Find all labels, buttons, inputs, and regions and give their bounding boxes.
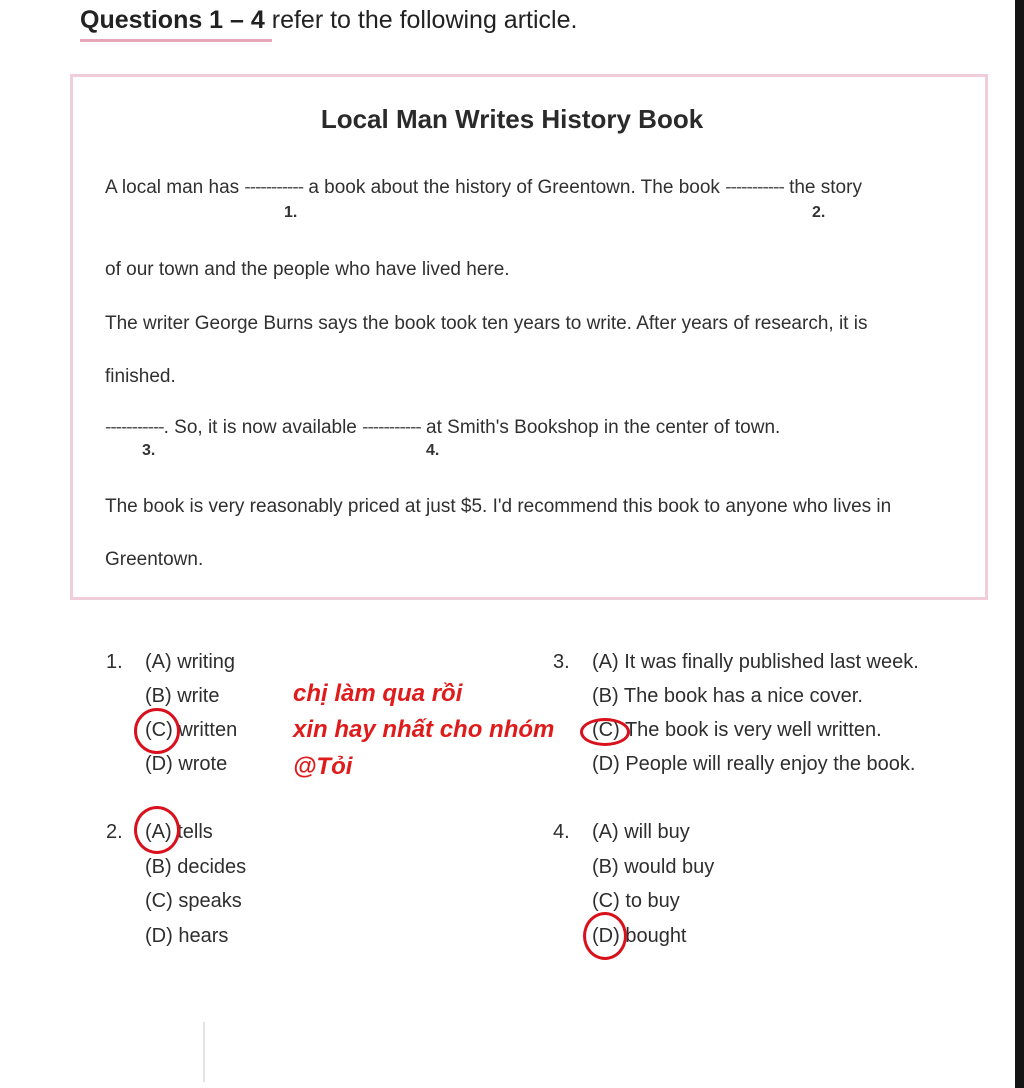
article-line-3: The writer George Burns says the book took ten years to write. After years of research, it is — [105, 313, 868, 334]
line1-part-c: the story — [789, 177, 862, 198]
blank-number-4: 4. — [426, 442, 440, 459]
article-title: Local Man Writes History Book — [320, 104, 704, 134]
q2-option-b[interactable]: (B) decides — [145, 856, 247, 878]
blank-3-dashes: ----------- — [105, 417, 164, 438]
q3-option-d[interactable]: (D) People will really enjoy the book. — [592, 753, 916, 775]
q1-answer-circle — [134, 708, 180, 754]
question-3-number: 3. — [553, 651, 570, 673]
q4-option-d[interactable]: (D) bought — [592, 925, 687, 947]
line1-part-a: A local man has — [105, 177, 240, 198]
question-1-number: 1. — [106, 651, 123, 673]
q2-option-d[interactable]: (D) hears — [145, 925, 229, 947]
article-line-7: Greentown. — [105, 549, 204, 570]
q3-option-b[interactable]: (B) The book has a nice cover. — [592, 685, 863, 707]
q3-answer-circle — [580, 718, 630, 746]
q1-option-c[interactable]: (C) written — [145, 719, 238, 741]
q2-answer-circle — [134, 806, 180, 854]
annotation-line-1: chị làm qua rồi — [293, 680, 463, 707]
scan-artifact-line — [203, 1022, 205, 1082]
annotation-line-3: @Tỏi — [293, 753, 353, 780]
line5-part-b: at Smith's Bookshop in the center of town. — [426, 417, 781, 438]
blank-1-dashes: ----------- — [244, 177, 304, 198]
q3-option-a[interactable]: (A) It was finally published last week. — [592, 651, 919, 673]
q1-option-b[interactable]: (B) write — [145, 685, 220, 707]
article-line-6: The book is very reasonably priced at just $5. I'd recommend this book to anyone who lives in — [105, 496, 892, 517]
article-line-2: of our town and the people who have lived here. — [105, 259, 510, 280]
question-4-number: 4. — [553, 821, 570, 843]
q4-option-c[interactable]: (C) to buy — [592, 890, 680, 912]
blank-number-2: 2. — [812, 204, 826, 221]
blank-4-dashes: ----------- — [362, 417, 421, 438]
scan-edge — [1015, 0, 1024, 1088]
q1-option-d[interactable]: (D) wrote — [145, 753, 228, 775]
blank-number-3: 3. — [142, 442, 156, 459]
article-line-1 — [105, 177, 862, 199]
section-heading — [80, 6, 577, 35]
line1-part-b: a book about the history of Greentown. The book — [308, 177, 720, 198]
heading-text: refer to the following article. — [264, 6, 578, 34]
article-line-5 — [105, 417, 780, 439]
q4-answer-circle — [583, 912, 627, 960]
line5-part-a: . So, it is now available — [163, 417, 357, 438]
q2-option-a[interactable]: (A) tells — [145, 821, 213, 843]
blank-2-dashes: ----------- — [725, 177, 784, 198]
article-box — [70, 74, 988, 600]
q4-option-a[interactable]: (A) will buy — [592, 821, 690, 843]
q4-option-b[interactable]: (B) would buy — [592, 856, 715, 878]
q3-option-c[interactable]: (C) The book is very well written. — [592, 719, 882, 741]
blank-number-1: 1. — [284, 204, 298, 221]
q1-option-a[interactable]: (A) writing — [145, 651, 236, 673]
q2-option-c[interactable]: (C) speaks — [145, 890, 242, 912]
article-line-4: finished. — [105, 366, 176, 387]
question-2-number: 2. — [106, 821, 123, 843]
heading-underline — [80, 39, 272, 42]
annotation-line-2: xin hay nhất cho nhóm — [293, 716, 555, 743]
heading-range: Questions 1 – 4 — [80, 6, 265, 34]
